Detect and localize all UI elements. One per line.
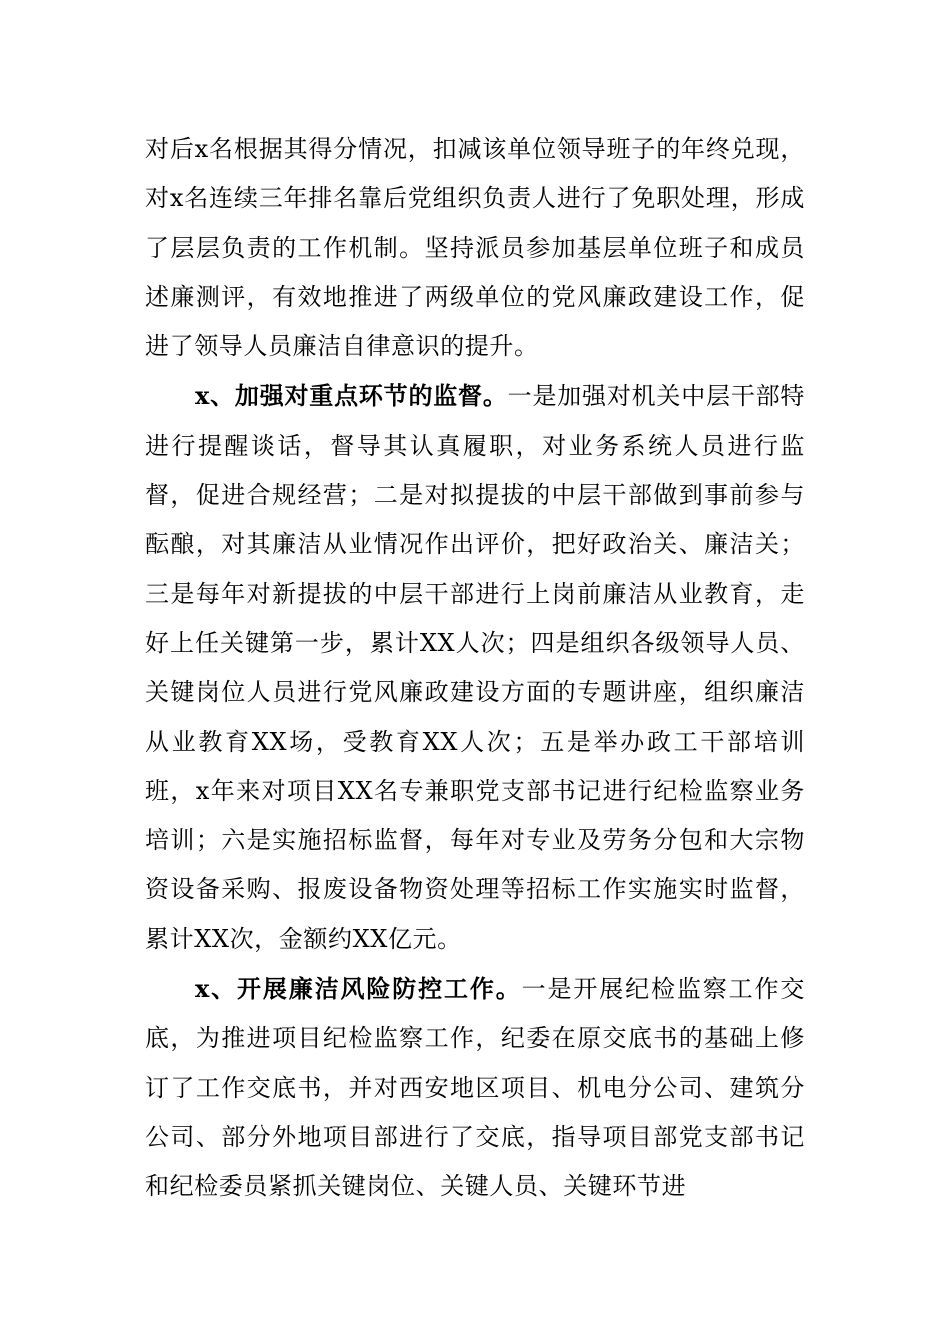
paragraph-2-heading: x、加强对重点环节的监督。: [195, 381, 508, 411]
paragraph-3-body: 一是开展纪检监察工作交底，为推进项目纪检监察工作，纪委在原交底书的基础上修订了工作交底书，并对西安地区项目、机电分公司、建筑分公司、部分外地项目部进行了交底，指导项目部党支部书记和纪检委员紧抓关键岗位、关键人员、关键环节进: [145, 975, 806, 1201]
paragraph-2-body: 一是加强对机关中层干部特进行提醒谈话，督导其认真履职，对业务系统人员进行监督，促进合规经营；二是对拟提拔的中层干部做到事前参与酝酿，对其廉洁从业情况作出评价，把好政治关、廉洁关；三是每年对新提拔的中层干部进行上岗前廉洁从业教育，走好上任关键第一步，累计XX人次；四是组织各级领导人员、关键岗位人员进行党风廉政建设方面的专题讲座，组织廉洁从业教育XX场，受教育XX人次；五是举办政工干部培训班，x年来对项目XX名专兼职党支部书记进行纪检监察业务培训；六是实施招标监督，每年对专业及劳务分包和大宗物资设备采购、报废设备物资处理等招标工作实施实时监督，累计XX次，金额约XX亿元。: [145, 382, 806, 953]
paragraph-1: [145, 125, 805, 371]
document-page: [145, 125, 805, 1212]
paragraph-3-heading: x、开展廉洁风险防控工作。: [195, 974, 522, 1004]
paragraph-2: [145, 371, 805, 964]
paragraph-3: [145, 964, 805, 1211]
paragraph-1-body: 对后x名根据其得分情况，扣减该单位领导班子的年终兑现，对x名连续三年排名靠后党组织负责人进行了免职处理，形成了层层负责的工作机制。坚持派员参加基层单位班子和成员述廉测评，有效地推进了两级单位的党风廉政建设工作，促进了领导人员廉洁自律意识的提升。: [145, 135, 805, 361]
